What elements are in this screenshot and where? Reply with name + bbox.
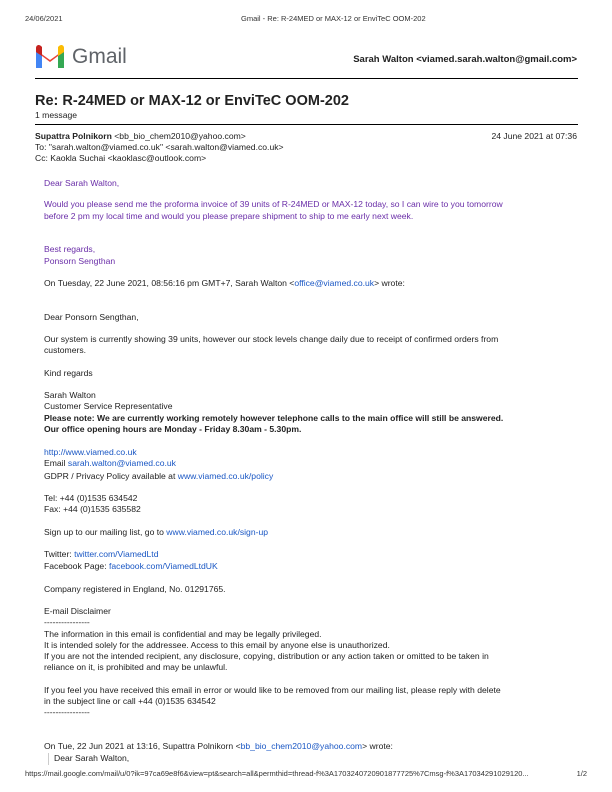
print-title: Gmail - Re: R-24MED or MAX-12 or EnviTeC OOM-202: [241, 14, 426, 23]
account-label: Sarah Walton <viamed.sarah.walton@gmail.com>: [353, 54, 577, 65]
facebook-line: Facebook Page: facebook.com/ViamedLtdUK: [44, 561, 218, 571]
disclaimer-line6: in the subject line or call +44 (0)1535 634542: [44, 696, 216, 706]
quoted-body-line1: Our system is currently showing 39 units, however our stock levels change daily due to receipt of confirmed orders from: [44, 334, 499, 344]
recipients-to: To: "sarah.walton@viamed.co.uk" <sarah.walton@viamed.co.uk>: [35, 142, 284, 152]
quoted-notice-line1: Please note: We are currently working remotely however telephone calls to the main office will still be answered.: [44, 413, 504, 423]
disclaimer-dashes-end: ----------------: [44, 707, 90, 717]
quoted-name: Sarah Walton: [44, 390, 96, 400]
website-link[interactable]: http://www.viamed.co.uk: [44, 447, 137, 457]
facebook-link[interactable]: facebook.com/ViamedLtdUK: [108, 561, 218, 571]
disclaimer-line4: reliance on it, is prohibited and may be unlawful.: [44, 662, 228, 672]
tel-line: Tel: +44 (0)1535 634542: [44, 493, 138, 503]
header-divider: [35, 78, 578, 79]
gmail-logo-text: Gmail: [72, 45, 127, 68]
disclaimer-line1: The information in this email is confidential and may be legally privileged.: [44, 629, 322, 639]
reply-greeting: Dear Sarah Walton,: [44, 178, 120, 188]
nested-intro: On Tue, 22 Jun 2021 at 13:16, Supattra Polnikorn <bb_bio_chem2010@yahoo.com> wrote:: [44, 741, 393, 751]
quoted-kind-regards: Kind regards: [44, 368, 93, 378]
nested-intro-email-link[interactable]: bb_bio_chem2010@yahoo.com: [240, 741, 363, 751]
reply-signature: Ponsorn Sengthan: [44, 256, 116, 266]
disclaimer-dashes: ----------------: [44, 617, 90, 627]
quoted-greeting: Dear Ponsorn Sengthan,: [44, 312, 139, 322]
disclaimer-line5: If you feel you have received this email in error or would like to be removed from our mailing list, please reply with delete: [44, 685, 501, 695]
nested-greeting: Dear Sarah Walton,: [54, 753, 130, 763]
mailing-link[interactable]: www.viamed.co.uk/sign-up: [166, 527, 269, 537]
sender[interactable]: [35, 131, 246, 142]
quote-bar: [48, 753, 49, 765]
recipients-cc: Cc: Kaokla Suchai <kaoklasc@outlook.com>: [35, 153, 207, 163]
message-count: 1 message: [35, 110, 78, 120]
gmail-logo-icon[interactable]: [34, 44, 66, 68]
quoted-role: Customer Service Representative: [44, 401, 173, 411]
disclaimer-line2: It is intended solely for the addressee. Access to this email by anyone else is unauthorized.: [44, 640, 390, 650]
email-link[interactable]: sarah.walton@viamed.co.uk: [67, 458, 176, 468]
reply-regards: Best regards,: [44, 244, 96, 254]
print-date: 24/06/2021: [25, 14, 63, 23]
disclaimer-line3: If you are not the intended recipient, any disclosure, copying, distribution or any action taken or omitted to be taken in: [44, 651, 489, 661]
quoted-intro-email-link[interactable]: office@viamed.co.uk: [294, 278, 375, 288]
reply-body-line1: Would you please send me the proforma invoice of 39 units of R-24MED or MAX-12 today, so I can wire to you tomorrow: [44, 199, 503, 209]
reply-body-line2: before 2 pm my local time and would you please prepare shipment to ship to me early next week.: [44, 211, 414, 221]
print-page-number: 1/2: [576, 769, 587, 778]
thread-subject: Re: R-24MED or MAX-12 or EnviTeC OOM-202: [35, 93, 349, 109]
fax-line: Fax: +44 (0)1535 635582: [44, 504, 141, 514]
sender-name: Supattra Polnikorn: [35, 131, 112, 141]
company-registration: Company registered in England, No. 01291765.: [44, 584, 226, 594]
twitter-line: Twitter: twitter.com/ViamedLtd: [44, 549, 159, 559]
quoted-body-line2: customers.: [44, 345, 87, 355]
disclaimer-title: E-mail Disclaimer: [44, 606, 111, 616]
twitter-link[interactable]: twitter.com/ViamedLtd: [74, 549, 159, 559]
gdpr-link[interactable]: www.viamed.co.uk/policy: [177, 471, 274, 481]
mailing-line: Sign up to our mailing list, go to www.viamed.co.uk/sign-up: [44, 527, 269, 537]
message-date: 24 June 2021 at 07:36: [491, 131, 577, 141]
email-line: Email sarah.walton@viamed.co.uk: [44, 458, 176, 468]
sender-email: <bb_bio_chem2010@yahoo.com>: [114, 131, 246, 141]
print-footer-url: https://mail.google.com/mail/u/0?ik=97ca69e8f6&view=pt&search=all&permthid=thread-f%3A1703240720901877725%7Cmsg-f%3A17034291029120...: [25, 769, 529, 778]
gdpr-line: GDPR / Privacy Policy available at www.viamed.co.uk/policy: [44, 471, 274, 481]
quoted-notice-line2: Our office opening hours are Monday - Friday 8.30am - 5.30pm.: [44, 424, 302, 434]
quoted-intro: On Tuesday, 22 June 2021, 08:56:16 pm GMT+7, Sarah Walton <office@viamed.co.uk> wrote:: [44, 278, 405, 288]
subject-divider: [35, 124, 578, 125]
